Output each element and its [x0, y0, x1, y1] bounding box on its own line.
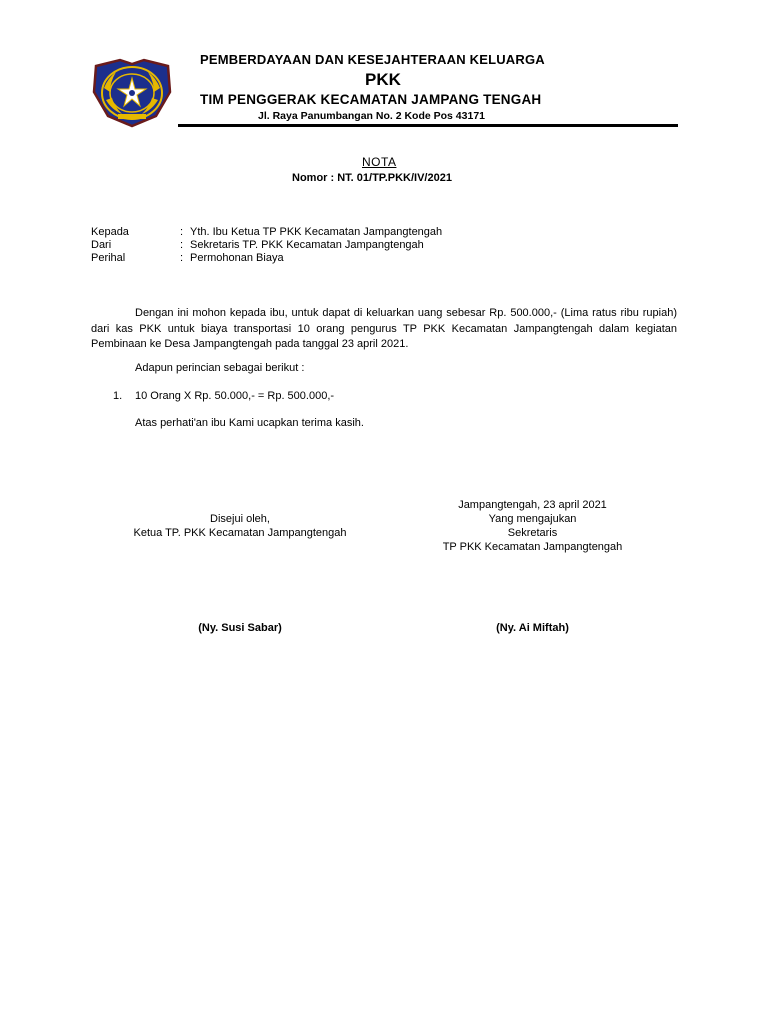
letterhead-subtitle: TIM PENGGERAK KECAMATAN JAMPANG TENGAH — [200, 92, 542, 107]
document-title: NOTA — [362, 155, 397, 169]
list-item-text: 10 Orang X Rp. 50.000,- = Rp. 500.000,- — [135, 390, 335, 402]
list-item-number: 1. — [113, 390, 123, 402]
meta-label-perihal: Perihal — [91, 252, 126, 264]
signature-right-line3: TP PKK Kecamatan Jampangtengah — [442, 541, 623, 553]
document-number: Nomor : NT. 01/TP.PKK/IV/2021 — [292, 172, 452, 184]
meta-value-kepada: Yth. Ibu Ketua TP PKK Kecamatan Jampangtengah — [190, 226, 443, 238]
meta-colon: : — [180, 226, 184, 238]
signature-right-name: (Ny. Ai Miftah) — [496, 622, 569, 634]
letterhead-address: Jl. Raya Panumbangan No. 2 Kode Pos 43171 — [258, 110, 485, 122]
signature-left-name: (Ny. Susi Sabar) — [198, 622, 282, 634]
meta-colon: : — [180, 252, 184, 264]
letterhead-title: PEMBERDAYAAN DAN KESEJAHTERAAN KELUARGA — [200, 52, 545, 67]
signature-right-line2: Sekretaris — [507, 527, 558, 539]
pkk-logo-icon — [90, 58, 174, 128]
closing-text: Atas perhati'an ibu Kami ucapkan terima kasih. — [135, 417, 364, 429]
meta-label-dari: Dari — [91, 239, 112, 251]
letterhead-org: PKK — [365, 70, 401, 89]
body-paragraph-text: Dengan ini mohon kepada ibu, untuk dapat di keluarkan uang sebesar Rp. 500.000,- (Lima ratus ribu rupiah) dari kas PKK untuk biaya transportasi 10 orang pengurus TP PKK Kecamatan Jampangtengah dalam kegiatan Pembinaan ke Desa Jampangtengah pada tanggal 23 april 2021. — [91, 307, 677, 350]
letterhead-divider — [178, 124, 678, 127]
meta-colon: : — [180, 239, 184, 251]
signature-right-line1: Yang mengajukan — [488, 513, 577, 525]
body-paragraph — [91, 306, 677, 353]
meta-value-perihal: Permohonan Biaya — [190, 252, 284, 264]
signature-right-date: Jampangtengah, 23 april 2021 — [458, 499, 607, 511]
meta-value-dari: Sekretaris TP. PKK Kecamatan Jampangtengah — [190, 239, 424, 251]
signature-left-line1: Disejui oleh, — [210, 513, 270, 525]
meta-label-kepada: Kepada — [91, 226, 129, 238]
detail-intro: Adapun perincian sebagai berikut : — [135, 362, 305, 374]
signature-left-line2: Ketua TP. PKK Kecamatan Jampangtengah — [133, 527, 347, 539]
